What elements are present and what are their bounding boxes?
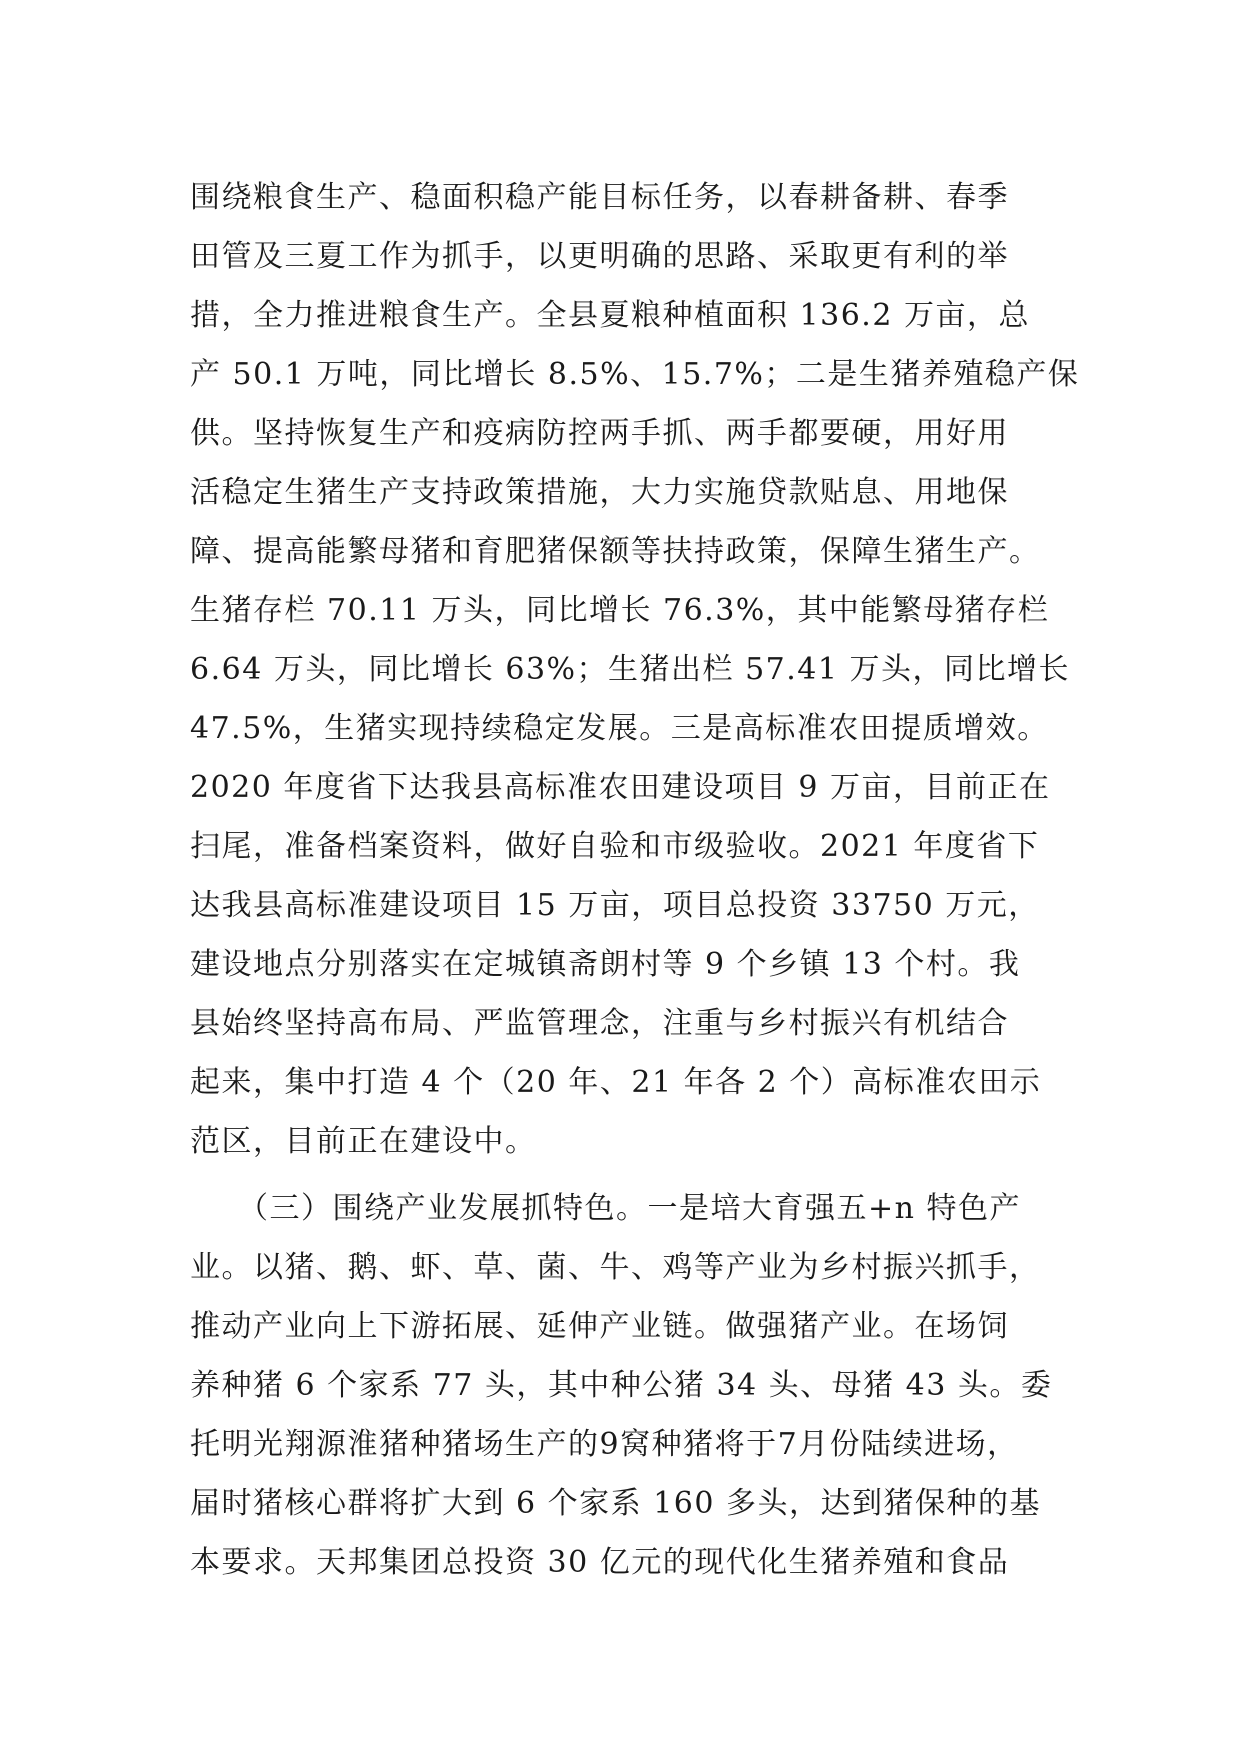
text-line: 达我县高标准建设项目 15 万亩，项目总投资 33750 万元， bbox=[190, 888, 1040, 923]
text-line: 田管及三夏工作为抓手，以更明确的思路、采取更有利的举 bbox=[190, 239, 1009, 274]
text-line: 生猪存栏 70.11 万头，同比增长 76.3%，其中能繁母猪存栏 bbox=[190, 593, 1050, 628]
text-line: 障、提高能繁母猪和育肥猪保额等扶持政策，保障生猪生产。 bbox=[190, 534, 1041, 569]
text-line: 扫尾，准备档案资料，做好自验和市级验收。2021 年度省下 bbox=[190, 829, 1040, 864]
text-line: 起来，集中打造 4 个（20 年、21 年各 2 个）高标准农田示 bbox=[190, 1065, 1042, 1100]
text-line: 供。坚持恢复生产和疫病防控两手抓、两手都要硬，用好用 bbox=[190, 416, 1009, 451]
body-text bbox=[190, 168, 1080, 1592]
text-line: 产 50.1 万吨，同比增长 8.5%、15.7%；二是生猪养殖稳产保 bbox=[190, 357, 1080, 392]
text-line: 托明光翔源淮猪种猪场生产的9窝种猪将于7月份陆续进场， bbox=[190, 1427, 1019, 1462]
text-line: 围绕粮食生产、稳面积稳产能目标任务，以春耕备耕、春季 bbox=[190, 180, 1009, 215]
text-line: 范区，目前正在建设中。 bbox=[190, 1124, 537, 1159]
text-line: 本要求。天邦集团总投资 30 亿元的现代化生猪养殖和食品 bbox=[190, 1545, 1010, 1580]
text-line: 届时猪核心群将扩大到 6 个家系 160 多头，达到猪保种的基 bbox=[190, 1486, 1041, 1521]
text-line: 活稳定生猪生产支持政策措施，大力实施贷款贴息、用地保 bbox=[190, 475, 1009, 510]
text-line: 县始终坚持高布局、严监管理念，注重与乡村振兴有机结合 bbox=[190, 1006, 1009, 1041]
text-line: 推动产业向上下游拓展、延伸产业链。做强猪产业。在场饲 bbox=[190, 1309, 1009, 1344]
text-line: 养种猪 6 个家系 77 头，其中种公猪 34 头、母猪 43 头。委 bbox=[190, 1368, 1053, 1403]
text-line: 业。以猪、鹅、虾、草、菌、牛、鸡等产业为乡村振兴抓手， bbox=[190, 1250, 1041, 1285]
text-line: 措，全力推进粮食生产。全县夏粮种植面积 136.2 万亩，总 bbox=[190, 298, 1030, 333]
text-line: 6.64 万头，同比增长 63%；生猪出栏 57.41 万头，同比增长 bbox=[190, 652, 1071, 687]
text-line: 建设地点分别落实在定城镇斋朗村等 9 个乡镇 13 个村。我 bbox=[190, 947, 1021, 982]
text-line: 2020 年度省下达我县高标准农田建设项目 9 万亩，目前正在 bbox=[190, 770, 1051, 805]
section-heading-line: （三）围绕产业发展抓特色。一是培大育强五+n 特色产 bbox=[190, 1191, 1021, 1226]
text-line: 47.5%，生猪实现持续稳定发展。三是高标准农田提质增效。 bbox=[190, 711, 1049, 746]
